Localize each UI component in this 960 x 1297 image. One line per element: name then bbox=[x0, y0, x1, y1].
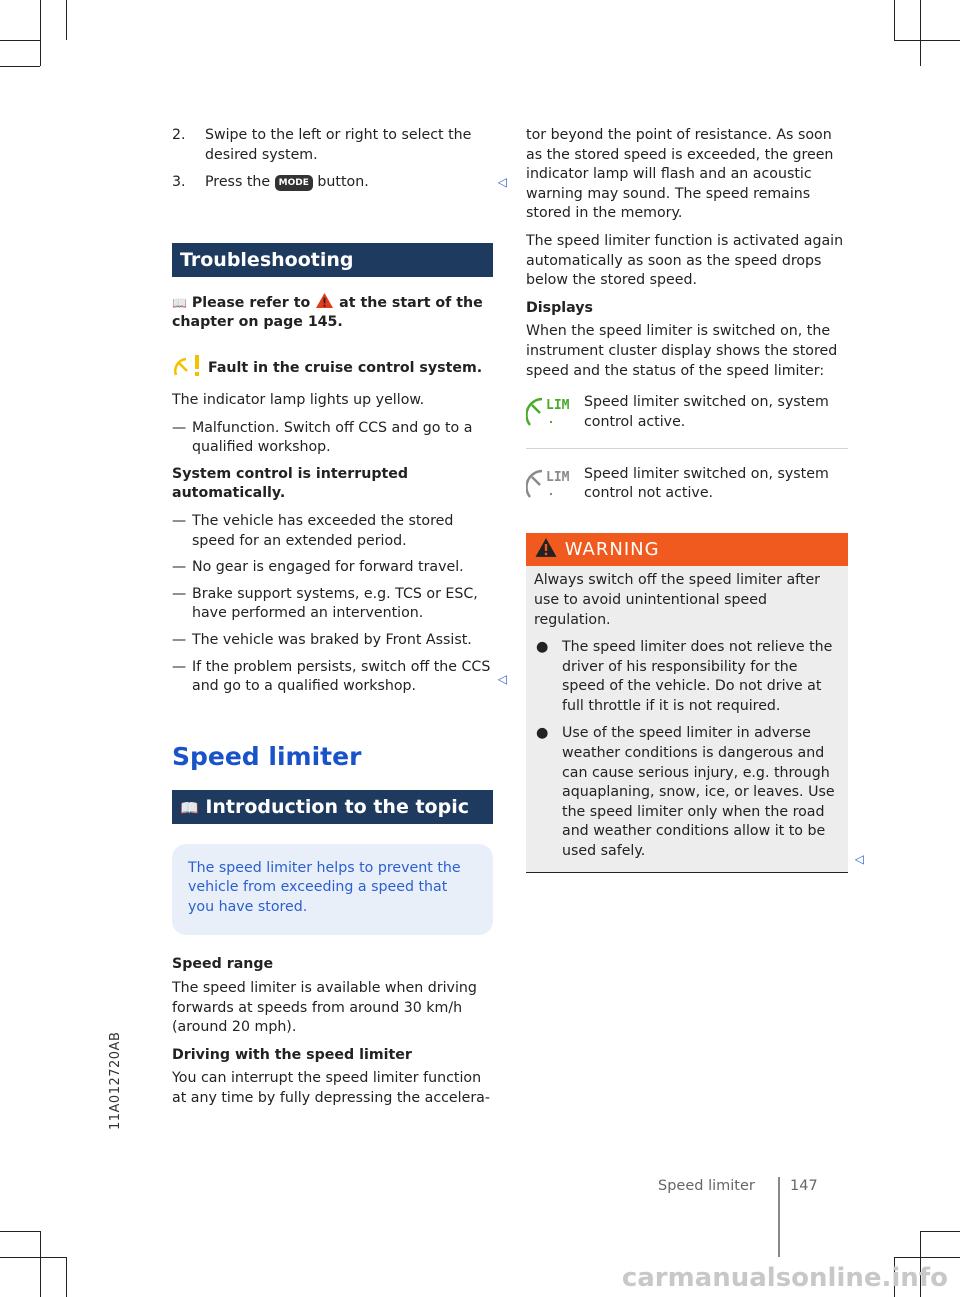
list-item: — No gear is engaged for forward travel. bbox=[172, 559, 464, 576]
intro-box: The speed limiter helps to prevent the vehicle from exceeding a speed that you have stored. bbox=[172, 844, 493, 936]
warning-bullet: ● Use of the speed limiter in adverse weather conditions is dangerous and can cause serious injury, e.g. through aquaplaning, snow, ice, or leaves. Use the speed limiter only when the road and weather conditions allow it to be used safely. bbox=[536, 725, 835, 860]
section-end-icon: ◁ bbox=[497, 175, 507, 190]
icon-row-active: LIM Speed limiter switched on, system control active. bbox=[526, 393, 848, 436]
icon-row-inactive: LIM Speed limiter switched on, system control not active. bbox=[526, 465, 848, 508]
svg-text:LIM: LIM bbox=[546, 398, 570, 414]
lamp-text: The indicator lamp lights up yellow. bbox=[172, 391, 425, 408]
driving-heading: Driving with the speed limiter bbox=[172, 1046, 412, 1063]
warning-heading: WARNING bbox=[526, 533, 848, 566]
speed-limiter-inactive-icon bbox=[526, 465, 576, 501]
section-end-icon: ◁ bbox=[497, 671, 507, 686]
warning-body: Always switch off the speed limiter after use to avoid unintentional speed regulation. ● The speed limiter does not relieve the driver of his responsibility for the speed of the vehicle. Do not drive at full throttle if it is not required. ● Use of the speed limiter in adverse weather conditions is dangerous and can cause serious injury, e.g. through aquaplaning, snow, ice, or leaves. Use the speed limiter only when the road and weather conditions allow it to be used safely. ◁ bbox=[526, 566, 848, 872]
refer-note: 📖 Please refer to at the start of the chapter on page 145. bbox=[172, 292, 493, 333]
malfunction-item: — Malfunction. Switch off CCS and go to a qualified workshop. bbox=[172, 419, 473, 456]
speed-limiter-title: Speed limiter bbox=[172, 741, 362, 771]
range-text: The speed limiter is available when driving forwards at speeds from around 30 km/h (around 20 mph). bbox=[172, 980, 477, 1036]
interrupted-heading: System control is interrupted automatically. bbox=[172, 465, 409, 502]
fault-line: Fault in the cruise control system. bbox=[172, 353, 493, 379]
cruise-control-fault-icon bbox=[172, 353, 204, 379]
list-item: — If the problem persists, switch off the CCS and go to a qualified workshop. ◁ bbox=[172, 658, 507, 695]
left-column bbox=[172, 126, 507, 1117]
document-code: 11A012720AB bbox=[108, 1031, 123, 1130]
intro-heading: 📖 Introduction to the topic bbox=[172, 790, 493, 824]
speed-limiter-active-icon bbox=[526, 393, 576, 429]
book-icon: 📖 bbox=[172, 295, 187, 310]
section-end-icon: ◁ bbox=[854, 852, 864, 867]
displays-heading: Displays bbox=[526, 299, 593, 316]
reactivate-text: The speed limiter function is activated again automatically as soon as the speed drops below the stored speed. bbox=[526, 232, 844, 289]
driving-text: You can interrupt the speed limiter function at any time by fully depressing the accelera- bbox=[172, 1070, 490, 1107]
mode-button-icon: MODE bbox=[275, 175, 313, 191]
svg-text:LIM: LIM bbox=[546, 469, 570, 485]
book-icon: 📖 bbox=[180, 798, 199, 817]
page-number: 147 bbox=[790, 1178, 818, 1194]
crop-mark bbox=[0, 66, 40, 67]
range-heading: Speed range bbox=[172, 956, 274, 973]
right-column bbox=[526, 126, 864, 873]
list-item: — Brake support systems, e.g. TCS or ESC, have performed an intervention. bbox=[172, 585, 478, 622]
warning-triangle-icon bbox=[315, 292, 334, 309]
step-3: 3. Press the MODE button. ◁ bbox=[172, 173, 493, 193]
footer-section: Speed limiter bbox=[658, 1178, 755, 1194]
displays-text: When the speed limiter is switched on, the instrument cluster display shows the stored speed and the status of the speed limiter: bbox=[526, 323, 838, 379]
troubleshooting-heading: Troubleshooting bbox=[172, 243, 493, 277]
footer-divider bbox=[778, 1177, 780, 1257]
warning-bullet: ● The speed limiter does not relieve the driver of his responsibility for the speed of the vehicle. Do not drive at full throttle if it is not required. bbox=[536, 639, 833, 714]
warning-triangle-icon bbox=[534, 537, 558, 558]
step-2: 2. Swipe to the left or right to select the desired system. bbox=[172, 127, 472, 163]
watermark: carmanualsonline.info bbox=[621, 1263, 948, 1293]
list-item: — The vehicle was braked by Front Assist. bbox=[172, 631, 472, 648]
list-item: — The vehicle has exceeded the stored speed for an extended period. bbox=[172, 512, 454, 549]
continued-text: tor beyond the point of resistance. As soon as the stored speed is exceeded, the green indicator lamp will flash and an acoustic warning may sound. The speed remains stored in the memory. bbox=[526, 127, 834, 222]
